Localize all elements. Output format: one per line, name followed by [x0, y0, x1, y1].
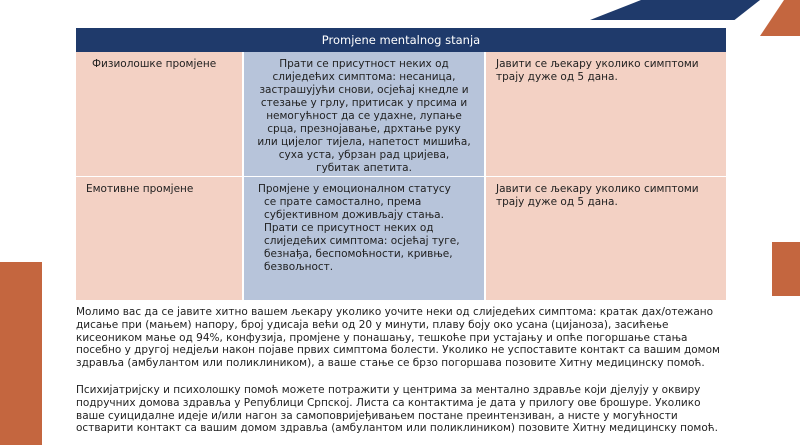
symptoms-line: безвољност. — [264, 261, 334, 273]
row-action: Јавити се љекару уколико симптоми трају дуже од 5 дана. — [486, 177, 726, 300]
table-header: Promjene mentalnog stanja — [76, 28, 726, 52]
decorative-right-orange-bar — [772, 242, 800, 296]
urgent-symptoms-paragraph: Молимо вас да се јавите хитно вашем љекару уколико уочите неки од слиједећих симптома: кратак дах/отежано дисање при (мањем) напору, број удисаја већи од 20 у минути, плаву боју око усана (цијаноза), засићење кисеоником мање од 94%, конфузија, промјене у понашању, тешкоће при устајању и опће погоршање стања посебно у другој недјељи након појаве првих симптома болести. Уколико не успоставите контакт са вашим домом здравља (амбулантом или поликлиником), а ваше стање се брзо погоршава позовите Хитну медицинску помоћ. — [76, 306, 720, 370]
row-action: Јавити се љекару уколико симптоми трају дуже од 5 дана. — [486, 52, 726, 176]
row-symptoms — [242, 177, 486, 300]
table-row-physiological — [76, 52, 726, 176]
decorative-navy-shape — [590, 0, 760, 20]
row-label: Емотивне промјене — [76, 177, 242, 300]
symptoms-line: Промјене у емоционалном статусу — [258, 183, 451, 195]
decorative-left-orange-bar — [0, 262, 42, 445]
decorative-orange-corner — [760, 0, 800, 36]
symptoms-line: субјективном доживљају стања. — [264, 209, 444, 221]
psychological-help-paragraph: Психијатријску и психолошку помоћ можете потражити у центрима за ментално здравље који дјелују у оквиру подручних домова здравља у Републици Српској. Листа са контактима је дата у прилогу ове брошуре. Уколико ваше суицидалне идеје и/или нагон за самоповријеђивањем постане преинтензиван, а нисте у могућности остварити контакт са вашим домом здравља (амбулантом или поликлиником) позовите Хитну медицинску помоћ. — [76, 384, 718, 435]
symptoms-line: безнађа, беспомоћности, кривње, — [264, 248, 453, 260]
mental-state-table — [76, 28, 726, 300]
symptoms-line: се прате самостално, према — [264, 196, 422, 208]
symptoms-line: Прати се присутност неких од — [264, 222, 434, 234]
table-row-emotional — [76, 176, 726, 300]
symptoms-line: слиједећих симптома: осјећај туге, — [264, 235, 460, 247]
row-symptoms: Прати се присутност неких од слиједећих симптома: несаница, застрашујући снови, осјећај кнедле и стезање у грлу, притисак у прсима и немогућност да се удахне, лупање срца, презнојавање, дрхтање руку или цијелог тијела, напетост мишића, суха уста, убрзан рад цријева, губитак апетита. — [242, 52, 486, 176]
row-label: Физиолошке промјене — [76, 52, 242, 176]
